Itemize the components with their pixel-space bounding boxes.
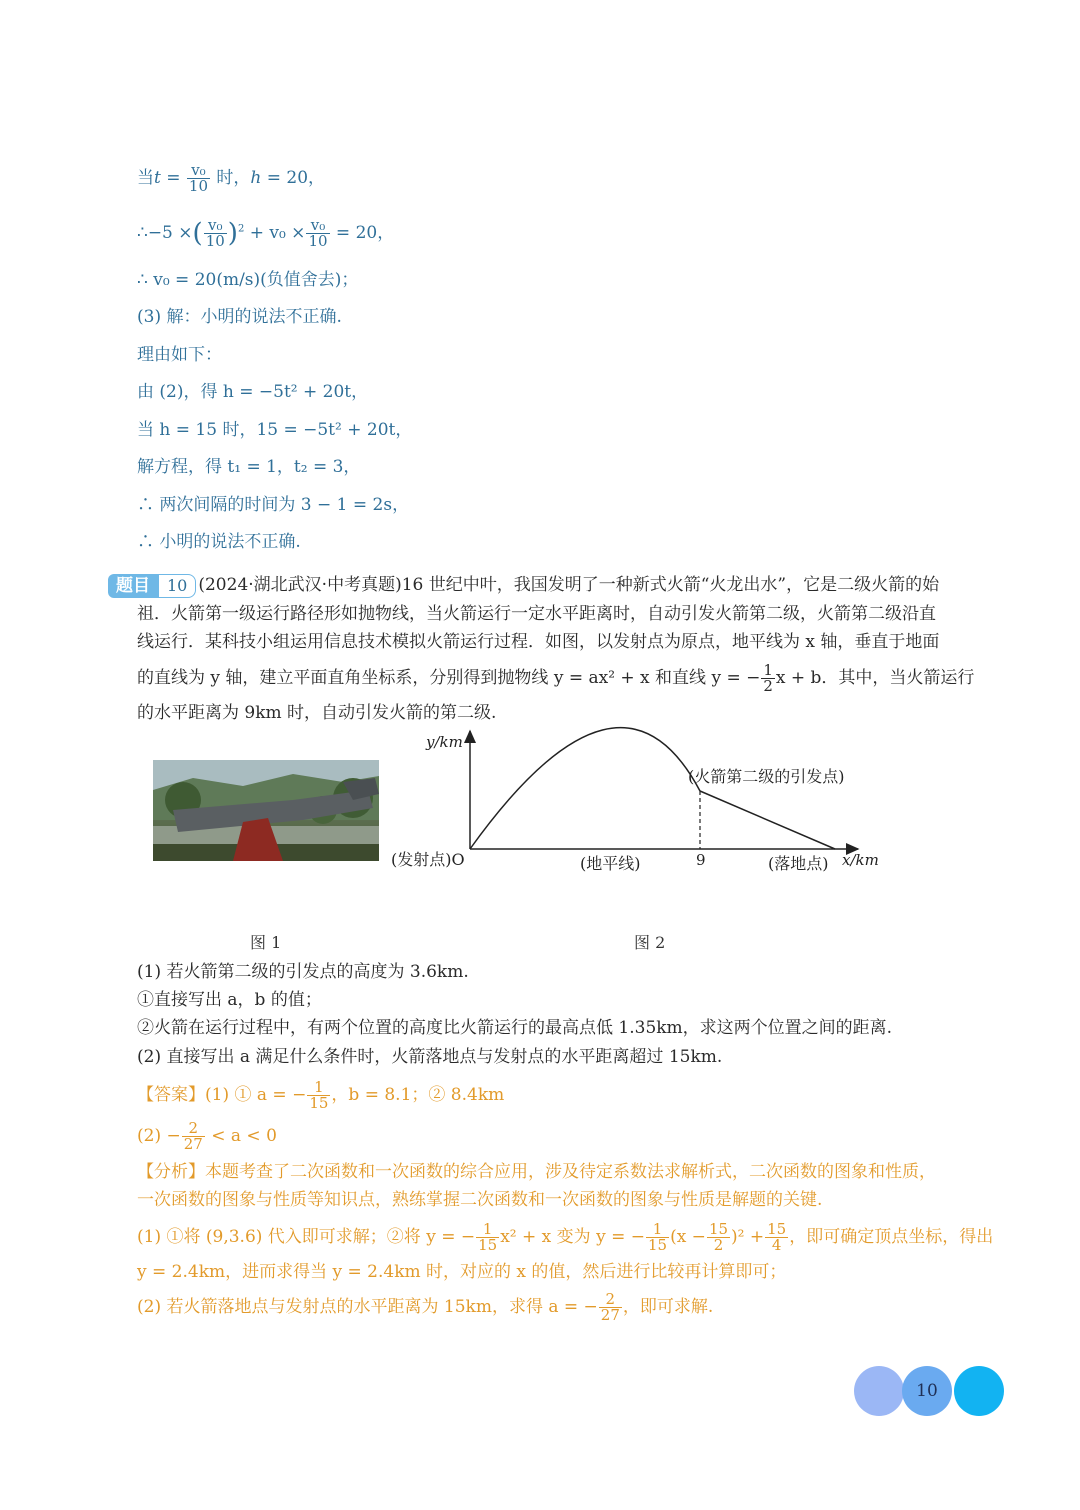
origin-label: (发射点)O xyxy=(391,850,465,869)
analysis-line-2: 一次函数的图象与性质等知识点，熟练掌握二次函数和一次函数的图象与性质是解题的关键. xyxy=(137,1190,823,1210)
problem-number: 10 xyxy=(158,574,196,598)
solution-line-10: ∴ 小明的说法不正确. xyxy=(137,532,301,552)
solution-line-9: ∴ 两次间隔的时间为 3 − 1 = 2s， xyxy=(137,495,410,515)
answer-line-2: (2) − $\frac{2}{27}$ < a < 0 xyxy=(137,1119,277,1153)
page-circle-left xyxy=(854,1366,904,1416)
fraction-v0-over-10: $\frac{\text{v₀}}{10}$ xyxy=(188,161,208,195)
horizon-label: (地平线) xyxy=(580,854,641,873)
question-2: (2) 直接写出 a 满足什么条件时，火箭落地点与发射点的水平距离超过 15km. xyxy=(137,1047,723,1067)
answer-line-1: 【答案】(1) ① a = − $\frac{1}{15}$ ，b = 8.1；② 8.4km xyxy=(137,1078,505,1112)
question-1b: ②火箭在运行过程中，有两个位置的高度比火箭运行的最高点低 1.35km，求这两个位置之间的距离. xyxy=(137,1018,893,1038)
problem-badge: 题目 xyxy=(108,574,158,598)
analysis-line-4: y = 2.4km，进而求得当 y = 2.4km 时，对应的 x 的值，然后进行比较再计算即可； xyxy=(137,1262,787,1282)
y-axis-label: y/km xyxy=(426,733,463,751)
question-1: (1) 若火箭第二级的引发点的高度为 3.6km. xyxy=(137,962,469,982)
problem-line-3: 线运行．某科技小组运用信息技术模拟火箭运行过程．如图，以发射点为原点，地平线为 x 轴，垂直于地面 xyxy=(137,632,940,652)
solution-line-8: 解方程，得 t₁ = 1，t₂ = 3， xyxy=(137,457,361,477)
trajectory-diagram xyxy=(380,725,900,880)
problem-line-1: 题目 10 (2024·湖北武汉·中考真题)16 世纪中叶，我国发明了一种新式火箭“火龙出水”，它是二级火箭的始 xyxy=(108,573,939,598)
solution-line-6: 由 (2)，得 h = −5t² + 20t， xyxy=(137,382,369,402)
solution-line-2: ∴−5 ×( $\frac{\text{v₀}}{10}$ )$^2$ + v₀ × $\frac{\text{v₀}}{10}$ = 20， xyxy=(137,216,395,250)
solution-line-1: 当t = $\frac{\text{v₀}}{10}$ 时，h = 20， xyxy=(137,161,326,195)
tick-label-9: 9 xyxy=(696,851,706,869)
page-number: 10 xyxy=(902,1366,952,1416)
straight-line-path xyxy=(700,791,835,849)
problem-line-5: 的水平距离为 9km 时，自动引发火箭的第二级. xyxy=(137,703,497,723)
problem-line-4: 的直线为 y 轴，建立平面直角坐标系，分别得到抛物线 y = ax² + x 和直线 y = − $\frac{1}{2}$ x + b．其中，当火箭运行 xyxy=(137,661,975,695)
analysis-line-1: 【分析】本题考查了二次函数和一次函数的综合应用，涉及待定系数法求解析式，二次函数的图象和性质， xyxy=(137,1162,936,1182)
figure-1-caption: 图 1 xyxy=(250,933,282,952)
solution-line-4: (3) 解：小明的说法不正确. xyxy=(137,307,342,327)
problem-line-2: 祖．火箭第一级运行路径形如抛物线，当火箭运行一定水平距离时，自动引发火箭第二级，火箭第二级沿直 xyxy=(137,604,936,624)
solution-line-3: ∴ v₀ = 20(m/s)(负值舍去)； xyxy=(137,270,359,290)
parabola-path xyxy=(470,728,700,849)
figure-2-caption: 图 2 xyxy=(634,933,666,952)
trigger-point-label: (火箭第二级的引发点) xyxy=(688,767,845,786)
landing-point-label: (落地点) xyxy=(768,854,829,873)
solution-line-5: 理由如下： xyxy=(137,345,222,365)
solution-line-7: 当 h = 15 时，15 = −5t² + 20t， xyxy=(137,420,413,440)
rocket-photo-drawing xyxy=(153,760,379,861)
analysis-line-3: (1) ①将 (9,3.6) 代入即可求解；②将 y = − $\frac{1}{15}$ x² + x 变为 y = − $\frac{1}{15}$ (x − $\frac{15}{2}$ )² + $\frac{15}{4}$ ，即可确定顶点坐标，得出 xyxy=(137,1220,994,1254)
x-axis-label: x/km xyxy=(842,851,879,869)
analysis-line-5: (2) 若火箭落地点与发射点的水平距离为 15km，求得 a = − $\frac{2}{27}$ ，即可求解. xyxy=(137,1290,714,1324)
rocket-photo xyxy=(153,760,379,861)
page-circle-right xyxy=(954,1366,1004,1416)
question-1a: ①直接写出 a，b 的值； xyxy=(137,990,322,1010)
